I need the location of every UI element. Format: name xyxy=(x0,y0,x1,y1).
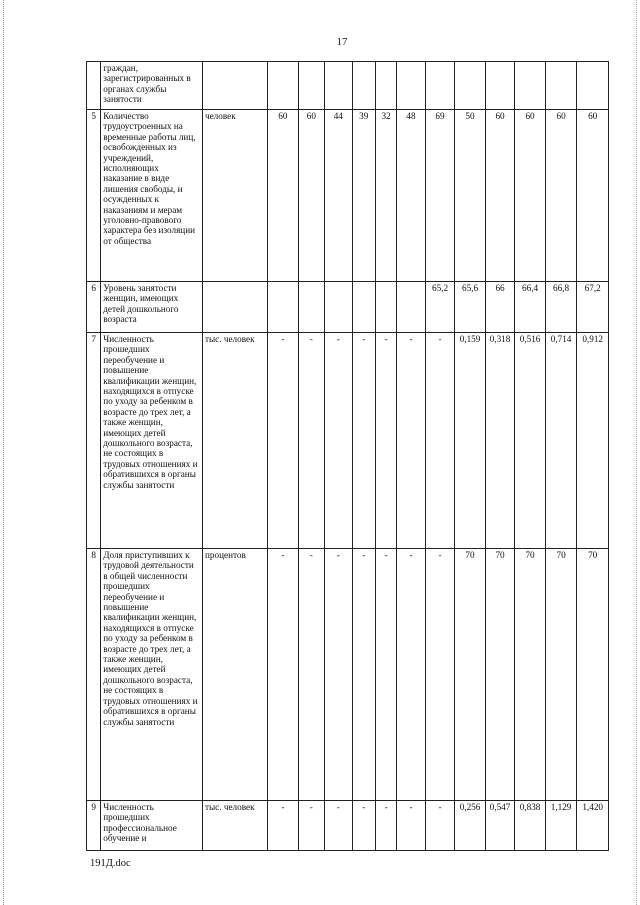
value-cell: 60 xyxy=(577,110,609,282)
value-cell: - xyxy=(425,801,455,851)
value-cell: - xyxy=(397,549,425,801)
row-number: 6 xyxy=(87,282,101,333)
value-cell: - xyxy=(425,333,455,549)
row-number: 5 xyxy=(87,110,101,282)
value-cell: - xyxy=(325,549,352,801)
table-body xyxy=(87,62,609,851)
value-cell: 0,516 xyxy=(515,333,546,549)
value-cell xyxy=(298,62,324,110)
value-cell: 0,159 xyxy=(455,333,486,549)
row-number: 7 xyxy=(87,333,101,549)
value-cell: - xyxy=(375,333,396,549)
page-number: 17 xyxy=(336,36,348,48)
value-cell: - xyxy=(352,801,375,851)
value-cell: - xyxy=(352,333,375,549)
row-number: 9 xyxy=(87,801,101,851)
value-cell xyxy=(397,282,425,333)
value-cell: 67,2 xyxy=(577,282,609,333)
scan-right-edge xyxy=(636,0,637,905)
value-cell: - xyxy=(375,801,396,851)
value-cell: 0,547 xyxy=(485,801,515,851)
value-cell: 60 xyxy=(545,110,577,282)
value-cell xyxy=(268,62,299,110)
value-cell: 70 xyxy=(515,549,546,801)
value-cell xyxy=(375,62,396,110)
value-cell: - xyxy=(268,333,299,549)
value-cell: 66,8 xyxy=(545,282,577,333)
value-cell: 1,129 xyxy=(545,801,577,851)
value-cell: 65,2 xyxy=(425,282,455,333)
value-cell: 0,838 xyxy=(515,801,546,851)
indicator-name: Уровень занятости женщин, имеющих детей дошкольного возраста xyxy=(101,282,203,333)
value-cell: 60 xyxy=(485,110,515,282)
value-cell: - xyxy=(298,333,324,549)
value-cell xyxy=(485,62,515,110)
value-cell xyxy=(325,62,352,110)
value-cell: - xyxy=(425,549,455,801)
value-cell xyxy=(298,282,324,333)
scan-left-edge xyxy=(3,0,4,905)
table-row xyxy=(87,333,609,549)
value-cell: 66 xyxy=(485,282,515,333)
value-cell: 50 xyxy=(455,110,486,282)
value-cell: - xyxy=(397,801,425,851)
value-cell: 1,420 xyxy=(577,801,609,851)
value-cell: 70 xyxy=(545,549,577,801)
value-cell: - xyxy=(268,549,299,801)
value-cell: 0,714 xyxy=(545,333,577,549)
value-cell: - xyxy=(397,333,425,549)
value-cell: 60 xyxy=(298,110,324,282)
value-cell: 32 xyxy=(375,110,396,282)
indicator-name: граждан, зарегистрированных в органах службы занятости xyxy=(101,62,203,110)
value-cell: 70 xyxy=(455,549,486,801)
unit-cell: тыс. человек xyxy=(202,801,267,851)
value-cell: 65,6 xyxy=(455,282,486,333)
value-cell xyxy=(397,62,425,110)
value-cell: - xyxy=(325,801,352,851)
document-footer-filename: 191Д.doc xyxy=(90,858,131,869)
value-cell: 48 xyxy=(397,110,425,282)
value-cell: 0,318 xyxy=(485,333,515,549)
value-cell: 66,4 xyxy=(515,282,546,333)
unit-cell: процентов xyxy=(202,549,267,801)
value-cell: 60 xyxy=(268,110,299,282)
value-cell xyxy=(268,282,299,333)
table-row xyxy=(87,549,609,801)
table-row xyxy=(87,110,609,282)
indicator-name: Численность прошедших переобучение и повышение квалификации женщин, находящихся в отпуске по уходу за ребенком в возрасте до трех лет, а также женщин, имеющих детей дошкольного возраста, не состоящих в трудовых отношениях и обратившихся в органы службы занятости xyxy=(101,333,203,549)
value-cell xyxy=(545,62,577,110)
table-row xyxy=(87,282,609,333)
value-cell: 44 xyxy=(325,110,352,282)
indicator-name: Численность прошедших профессиональное обучение и xyxy=(101,801,203,851)
value-cell xyxy=(325,282,352,333)
value-cell xyxy=(352,282,375,333)
value-cell xyxy=(352,62,375,110)
value-cell: - xyxy=(325,333,352,549)
value-cell: - xyxy=(268,801,299,851)
value-cell xyxy=(577,62,609,110)
value-cell: - xyxy=(298,801,324,851)
unit-cell xyxy=(202,62,267,110)
table-row xyxy=(87,62,609,110)
indicators-table xyxy=(86,61,609,851)
value-cell: 0,256 xyxy=(455,801,486,851)
table-row xyxy=(87,801,609,851)
value-cell xyxy=(455,62,486,110)
value-cell xyxy=(375,282,396,333)
value-cell: - xyxy=(375,549,396,801)
value-cell: 69 xyxy=(425,110,455,282)
unit-cell: тыс. человек xyxy=(202,333,267,549)
row-number xyxy=(87,62,101,110)
value-cell: 39 xyxy=(352,110,375,282)
unit-cell xyxy=(202,282,267,333)
value-cell xyxy=(515,62,546,110)
unit-cell: человек xyxy=(202,110,267,282)
indicator-name: Количество трудоустроенных на временные работы лиц, освобожденных из учреждений, исполняющих наказание в виде лишения свободы, и осужденных к наказаниям и мерам уголовно-правового характера без изоляции от общества xyxy=(101,110,203,282)
value-cell: 60 xyxy=(515,110,546,282)
value-cell xyxy=(425,62,455,110)
value-cell: - xyxy=(352,549,375,801)
value-cell: 0,912 xyxy=(577,333,609,549)
value-cell: 70 xyxy=(485,549,515,801)
row-number: 8 xyxy=(87,549,101,801)
indicator-name: Доля приступивших к трудовой деятельности в общей численности прошедших переобучение и повышение квалификации женщин, находящихся в отпуске по уходу за ребенком в возрасте до трех лет, а также женщин, имеющих детей дошкольного возраста, не состоящих в трудовых отношениях и обратившихся в органы службы занятости xyxy=(101,549,203,801)
value-cell: 70 xyxy=(577,549,609,801)
value-cell: - xyxy=(298,549,324,801)
